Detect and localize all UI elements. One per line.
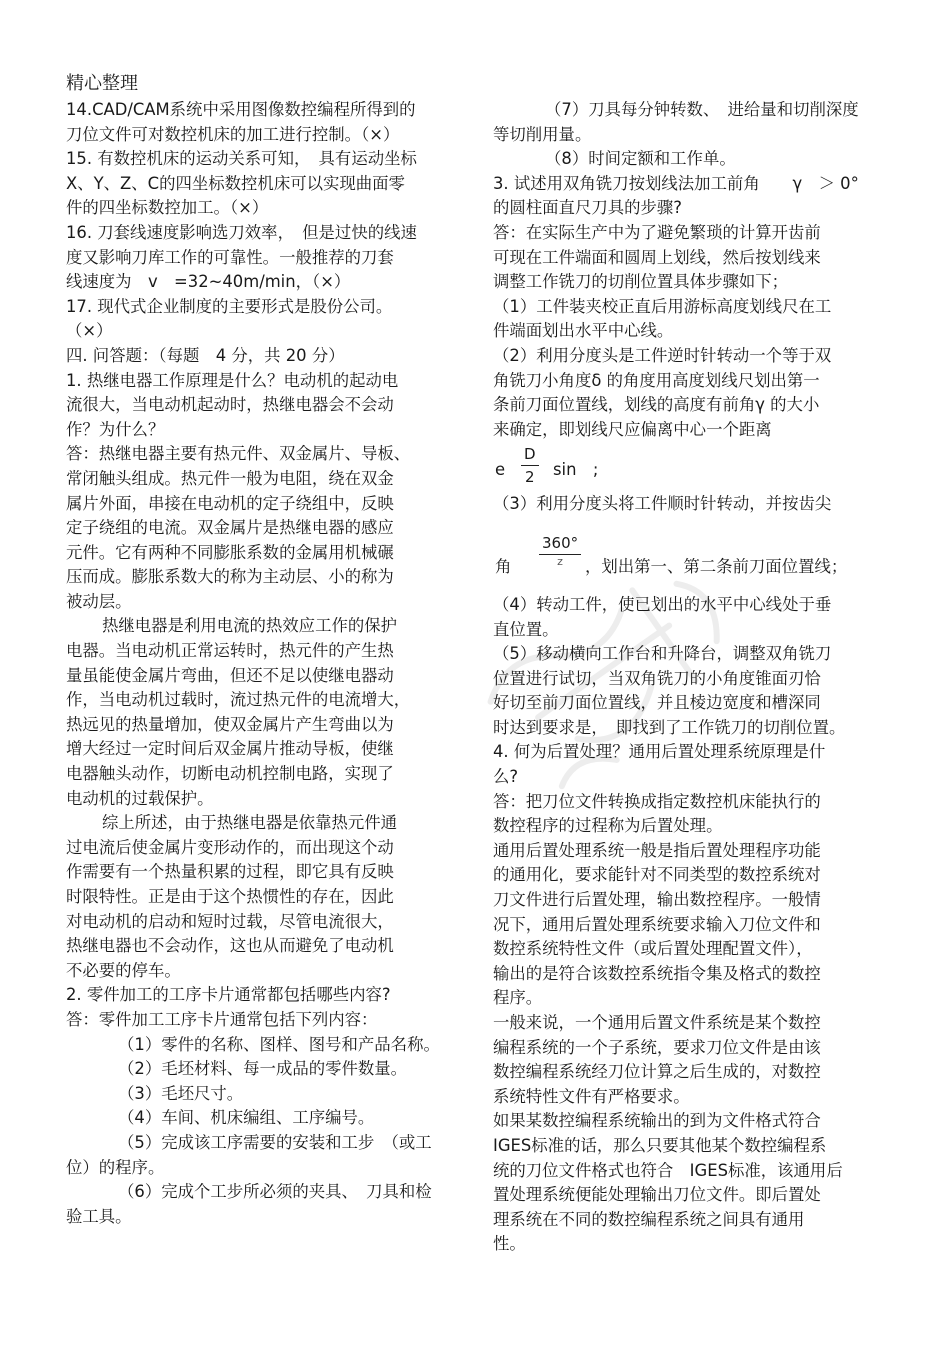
step2-line: 来确定，即划线尺应偏离中心一个距离 <box>493 419 772 439</box>
q14-line-1: 14.CAD/CAM系统中采用图像数控编程所得到的 <box>66 100 416 119</box>
q4-question-line: 么? <box>493 767 519 787</box>
step2-line: 角铣刀小角度δ 的角度用高度划线尺划出第一 <box>493 370 820 390</box>
page-header: 精心整理 <box>66 73 138 94</box>
q4-answer-line: 答：把刀位文件转换成指定数控机床能执行的 <box>493 791 821 811</box>
q1-answer-line: 答：热继电器主要有热元件、双金属片、导板、 <box>66 444 411 464</box>
formula-lhs: e <box>495 460 506 480</box>
item7-line-1: （7）刀具每分钟转数、 进给量和切削深度 <box>545 100 859 119</box>
step1-line: （1）工件装夹校正直后用游标高度划线尺在工 <box>493 296 832 316</box>
q1-answer-line: 压而成。膨胀系数大的称为主动层、小的称为 <box>66 567 394 587</box>
item8: （8）时间定额和工作单。 <box>545 149 736 169</box>
q4-question-line: 4. 何为后置处理？通用后置处理系统原理是什 <box>493 742 826 762</box>
step5-line: 好切至前刀面位置线，并且棱边宽度和槽深同 <box>493 693 821 713</box>
angle-suffix: ，划出第一、第二条前刀面位置线； <box>585 556 848 576</box>
q1-para2-line: 电器。当电动机正常运转时，热元件的产生热 <box>66 641 394 661</box>
q1-para2-line: 电动机的过载保护。 <box>66 788 214 808</box>
q1-para2-line: 电器触头动作，切断电动机控制电路，实现了 <box>66 764 394 784</box>
step2-line: （2）利用分度头是工件逆时针转动一个等于双 <box>493 345 832 365</box>
step5-line: 位置进行试切，当双角铣刀的小角度锥面刃恰 <box>493 668 821 688</box>
q4-para2-line: 刀文件进行后置处理，输出数控程序。一般情 <box>493 890 821 910</box>
q1-para2-line: 热继电器是利用电流的热效应工作的保护 <box>102 616 398 636</box>
q2-item6-line-2: 验工具。 <box>66 1206 132 1226</box>
q1-answer-line: 属片外面，串接在电动机的定子绕组中，反映 <box>66 493 394 513</box>
q2-question: 2. 零件加工的工序卡片通常都包括哪些内容? <box>66 985 391 1005</box>
q3-answer-line: 调整工作铣刀的切削位置具体步骤如下； <box>493 272 789 292</box>
q4-para4-line: 理系统在不同的数控编程系统之间具有通用 <box>493 1209 805 1229</box>
q15-line-3: 件的四坐标数控加工。（×） <box>66 198 269 218</box>
q1-para2-line: 作，当电动机过载时，流过热元件的电流增大， <box>66 690 411 710</box>
step5-line: （5）移动横向工作台和升降台，调整双角铣刀 <box>493 644 832 664</box>
q4-answer-line: 数控程序的过程称为后置处理。 <box>493 816 723 836</box>
q1-para3-line: 对电动机的启动和短时过载，尽管电流很大， <box>66 911 394 931</box>
q2-item5-line-2: 位）的程序。 <box>66 1157 165 1177</box>
q3-question-line: 的圆柱面直尺刀具的步骤? <box>493 198 682 218</box>
q2-item: （1）零件的名称、图样、图号和产品名称。 <box>118 1034 440 1054</box>
item7-line-2: 等切削用量。 <box>493 124 592 144</box>
q1-para3-line: 不必要的停车。 <box>66 960 181 980</box>
angle-numerator: 360° <box>542 533 579 552</box>
q14-line-2: 刀位文件可对数控机床的加工进行控制。（×） <box>66 124 400 144</box>
q1-para2-line: 热远见的热量增加，使双金属片产生弯曲以为 <box>66 714 394 734</box>
angle-prefix: 角 <box>495 556 512 576</box>
angle-denominator: z <box>557 554 563 568</box>
q3-answer-line: 可现在工件端面和圆周上划线，然后按划线来 <box>493 247 821 267</box>
q4-para3-line: 系统特性文件有严格要求。 <box>493 1086 690 1106</box>
section-heading: 四. 问答题：（每题 4 分，共 20 分） <box>66 345 345 365</box>
q15-line-1: 15. 有数控机床的运动关系可知， 具有运动坐标 <box>66 149 417 169</box>
step1-line: 件端面划出水平中心线。 <box>493 321 674 341</box>
q1-question-line: 流很大，当电动机起动时，热继电器会不会动 <box>66 395 394 415</box>
q4-para4-line: 统的刀位文件格式也符合 IGES标准，该通用后 <box>493 1160 843 1180</box>
step5-line: 时达到要求是， 即找到了工作铣刀的切削位置。 <box>493 717 846 737</box>
q2-item: （4）车间、机床编组、工序编号。 <box>118 1108 375 1128</box>
step2-line: 条前刀面位置线，划线的高度有前角γ 的大小 <box>493 395 820 415</box>
fraction-bar <box>521 465 539 466</box>
right-column <box>493 98 885 1257</box>
q1-para3-line: 作需要有一个热量积累的过程，即它具有反映 <box>66 862 394 882</box>
q1-para2-line: 增大经过一定时间后双金属片推动导板，使继 <box>66 739 394 759</box>
formula-fraction <box>521 444 539 487</box>
q4-para2-line: 输出的是符合该数控系统指令集及格式的数控 <box>493 963 821 983</box>
q4-para3-line: 数控编程系统经刀位计算之后生成的，对数控 <box>493 1062 821 1082</box>
q2-item5-line-1: （5）完成该工序需要的安装和工步 （或工 <box>118 1132 432 1152</box>
q4-para2-line: 程序。 <box>493 988 543 1008</box>
q2-item: （3）毛坯尺寸。 <box>118 1083 244 1103</box>
q1-para3-line: 综上所述，由于热继电器是依靠热元件通 <box>102 813 398 833</box>
q17-line-2: （×） <box>66 321 113 341</box>
q1-para3-line: 时限特性。正是由于这个热惯性的存在，因此 <box>66 887 394 906</box>
step3-line: （3）利用分度头将工件顺时针转动，并按齿尖 <box>493 494 832 514</box>
q4-para4-line: IGES标准的话，那么只要其他某个数控编程系 <box>493 1135 827 1155</box>
q4-para4-line: 置处理系统便能处理输出刀位文件。即后置处 <box>493 1185 821 1205</box>
step4-line: 直位置。 <box>493 619 559 639</box>
q1-answer-line: 定子绕组的电流。双金属片是热继电器的感应 <box>66 518 394 538</box>
q4-para4-line: 如果某数控编程系统输出的到为文件格式符合 <box>493 1111 821 1131</box>
q1-para3-line: 过电流后使金属片变形动作的，而出现这个动 <box>66 837 394 857</box>
q3-question-line: 3. 试述用双角铣刀按划线法加工前角 γ ＞ 0° <box>493 173 859 193</box>
offset-formula <box>493 442 885 492</box>
left-column <box>66 98 456 1229</box>
q4-para2-line: 况下，通用后置处理系统要求输入刀位文件和 <box>493 914 821 934</box>
q16-line-2: 度又影响刀库工作的可靠性。一般推荐的刀套 <box>66 247 394 267</box>
q4-para3-line: 一般来说，一个通用后置文件系统是某个数控 <box>493 1013 821 1032</box>
formula-numerator: D <box>524 445 536 464</box>
q16-line-1: 16. 刀套线速度影响选刀效率， 但是过快的线速 <box>66 222 417 242</box>
q4-para4-line: 性。 <box>493 1234 526 1254</box>
q1-answer-line: 常闭触头组成。热元件一般为电阻，绕在双金 <box>66 468 394 488</box>
q1-answer-line: 元件。它有两种不同膨胀系数的金属用机械碾 <box>66 542 394 562</box>
q4-para2-line: 数控系统特性文件（或后置处理配置文件）， <box>493 939 813 959</box>
q15-line-2: X、Y、Z、C的四坐标数控机床可以实现曲面零 <box>66 173 405 193</box>
q2-item: （2）毛坯材料、每一成品的零件数量。 <box>118 1059 408 1079</box>
q17-line-1: 17. 现代式企业制度的主要形式是股份公司。 <box>66 296 393 316</box>
q4-para2-line: 通用后置处理系统一般是指后置处理程序功能 <box>493 840 821 860</box>
q1-para3-line: 热继电器也不会动作，这也从而避免了电动机 <box>66 936 394 956</box>
tooth-angle-formula <box>493 517 885 593</box>
q2-item6-line-1: （6）完成个工步所必须的夹具、 刀具和检 <box>118 1182 432 1202</box>
q2-answer: 答：零件加工工序卡片通常包括下列内容： <box>66 1009 378 1029</box>
q1-answer-line: 被动层。 <box>66 591 132 611</box>
q1-para2-line: 量虽能使金属片弯曲，但还不足以使继电器动 <box>66 665 394 685</box>
angle-fraction <box>539 533 581 568</box>
q4-para2-line: 的通用化，要求能针对不同类型的数控系统对 <box>493 865 821 885</box>
q3-answer-line: 答：在实际生产中为了避免繁琐的计算开齿前 <box>493 222 821 242</box>
q4-para3-line: 编程系统的一个子系统，要求刀位文件是由该 <box>493 1037 821 1057</box>
formula-denominator: 2 <box>525 468 535 487</box>
step4-line: （4）转动工件，使已划出的水平中心线处于垂 <box>493 594 832 614</box>
formula-rhs: sin ; <box>553 460 599 480</box>
q1-question-line: 1. 热继电器工作原理是什么？电动机的起动电 <box>66 370 399 390</box>
q16-line-3: 线速度为 v =32~40m/min，（×） <box>66 272 351 292</box>
q1-question-line: 作？为什么？ <box>66 419 165 439</box>
